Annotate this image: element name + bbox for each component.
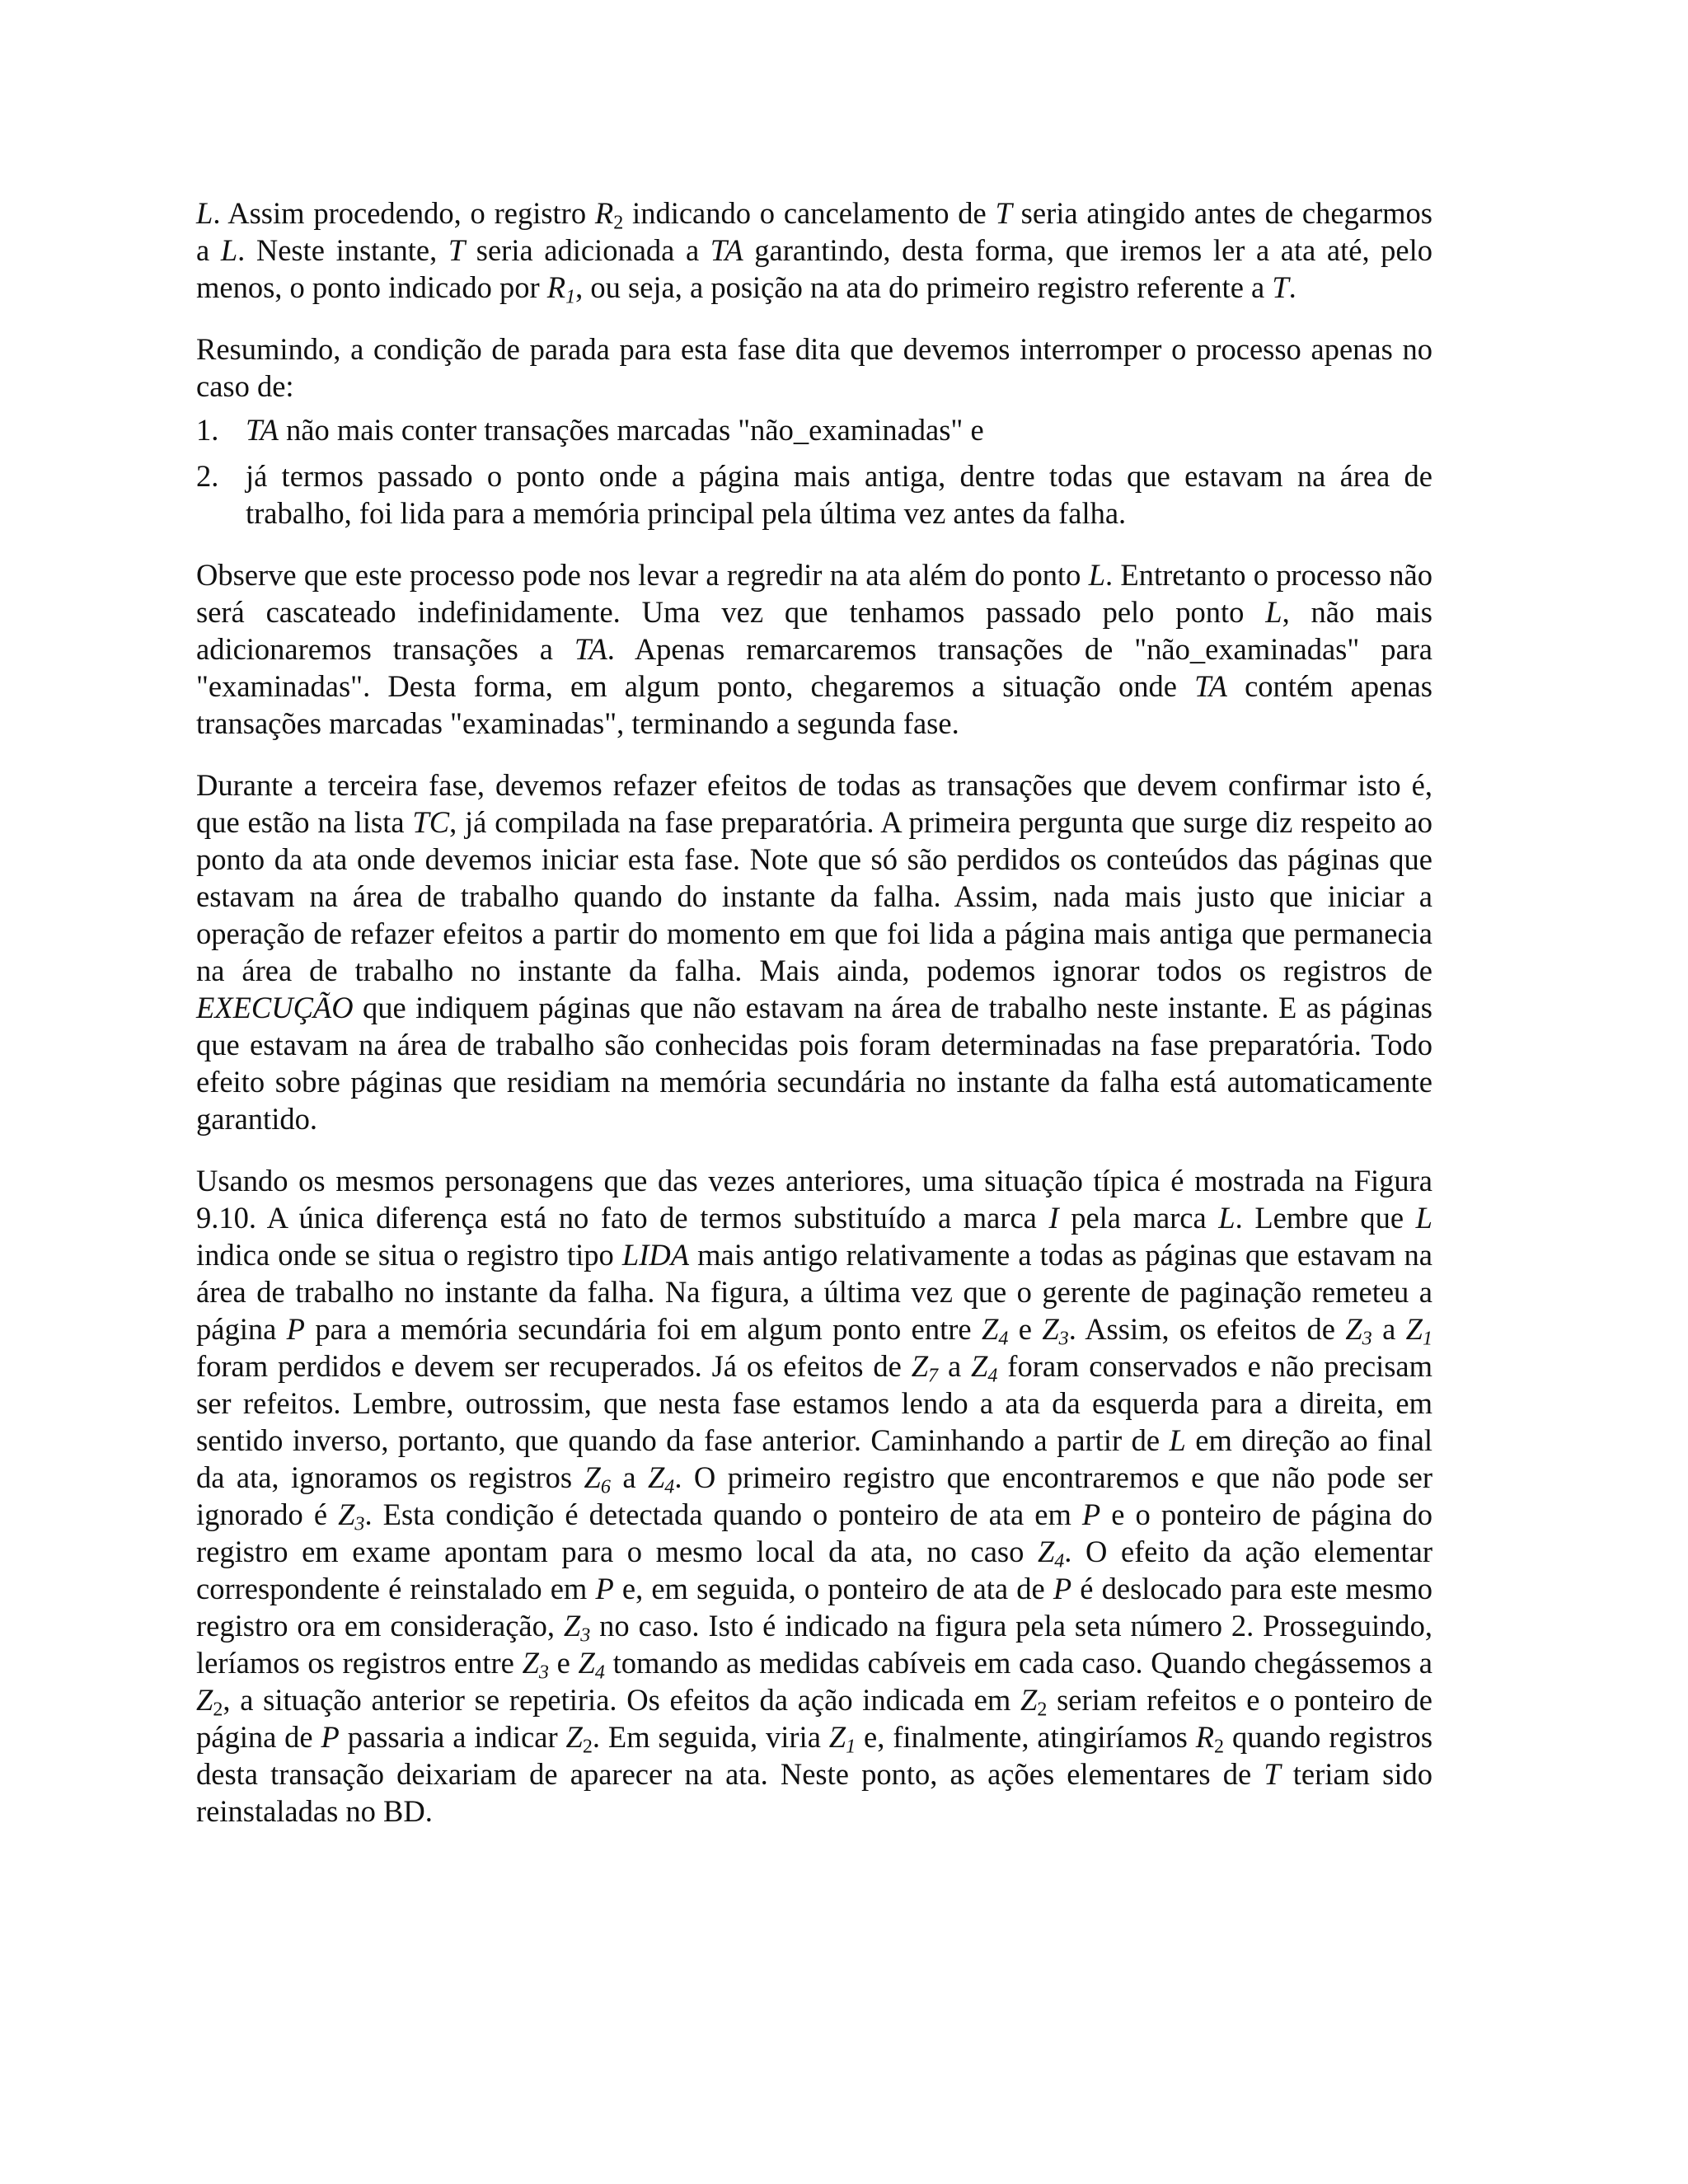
list-item-text: já termos passado o ponto onde a página mais antiga, dentre todas que estavam na área de trabalho, foi lida para a memória principal pela última vez antes da falha. — [246, 459, 1432, 530]
paragraph: Resumindo, a condição de parada para esta fase dita que devemos interromper o processo apenas no caso de: — [196, 332, 1432, 403]
list-item-text: TA não mais conter transações marcadas "não_examinadas" e — [246, 413, 984, 447]
document-page — [196, 194, 1432, 1854]
list-item — [196, 457, 1432, 532]
list-item — [196, 411, 1432, 448]
list-item-number: 1. — [196, 413, 219, 447]
paragraph: L. Assim procedendo, o registro $R_2$ indicando o cancelamento de T seria atingido antes de chegarmos a L. Neste instante, T seria adicionada a TA garantindo, desta forma, que iremos ler a ata até, pelo menos, o ponto indicado por $R_1$, ou seja, a posição na ata do primeiro registro referente a T. — [196, 196, 1433, 308]
numbered-list — [196, 411, 1432, 532]
paragraph: Observe que este processo pode nos levar a regredir na ata além do ponto L. Entretanto o processo não será cascateado indefinidamente. Uma vez que tenhamos passado pelo ponto L, não mais adicionaremos transações a TA. Apenas remarcaremos transações de "não_examinadas" para "examinadas". Desta forma, em algum ponto, chegaremos a situação onde TA contém apenas transações marcadas "examinadas", terminando a segunda fase. — [196, 558, 1433, 740]
list-item-number: 2. — [196, 459, 219, 493]
paragraph: Usando os mesmos personagens que das vezes anteriores, uma situação típica é mostrada na Figura 9.10. A única diferença está no fato de termos substituído a marca I pela marca L. Lembre que L indica onde se situa o registro tipo LIDA mais antigo relativamente a todas as páginas que estavam na área de trabalho no instante da falha. Na figura, a última vez que o gerente de paginação remeteu a página P para a memória secundária foi em algum ponto entre $Z_4$ e $Z_3$. Assim, os efeitos de $Z_3$ a $Z_1$ foram perdidos e devem ser recuperados. Já os efeitos de $Z_7$ a $Z_4$ foram conservados e não precisam ser refeitos. Lembre, outrossim, que nesta fase estamos lendo a ata da esquerda para a direita, em sentido inverso, portanto, que quando da fase anterior. Caminhando a partir de L em direção ao final da ata, ignoramos os registros $Z_6$ a $Z_4$. O primeiro registro que encontraremos e que não pode ser ignorado é $Z_3$. Esta condição é detectada quando o ponteiro de ata em P e o ponteiro de página do registro em exame apontam para o mesmo local da ata, no caso $Z_4$. O efeito da ação elementar correspondente é reinstalado em P e, em seguida, o ponteiro de ata de P é deslocado para este mesmo registro ora em consideração, $Z_3$ no caso. Isto é indicado na figura pela seta número 2. Prosseguindo, leríamos os registros entre $Z_3$ e $Z_4$ tomando as medidas cabíveis em cada caso. Quando chegássemos a $Z_2$, a situação anterior se repetiria. Os efeitos da ação indicada em $Z_2$ seriam refeitos e o ponteiro de página de P passaria a indicar $Z_2$. Em seguida, viria $Z_1$ e, finalmente, atingiríamos $R_2$ quando registros desta transação deixariam de aparecer na ata. Neste ponto, as ações elementares de T teriam sido reinstaladas no BD. — [196, 1164, 1433, 1828]
paragraph: Durante a terceira fase, devemos refazer efeitos de todas as transações que devem confirmar isto é, que estão na lista TC, já compilada na fase preparatória. A primeira pergunta que surge diz respeito ao ponto da ata onde devemos iniciar esta fase. Note que só são perdidos os conteúdos das páginas que estavam na área de trabalho quando do instante da falha. Assim, nada mais justo que iniciar a operação de refazer efeitos a partir do momento em que foi lida a página mais antiga que permanecia na área de trabalho no instante da falha. Mais ainda, podemos ignorar todos os registros de EXECUÇÃO que indiquem páginas que não estavam na área de trabalho neste instante. E as páginas que estavam na área de trabalho são conhecidas pois foram determinadas na fase preparatória. Todo efeito sobre páginas que residiam na memória secundária no instante da falha está automaticamente garantido. — [196, 768, 1432, 1136]
